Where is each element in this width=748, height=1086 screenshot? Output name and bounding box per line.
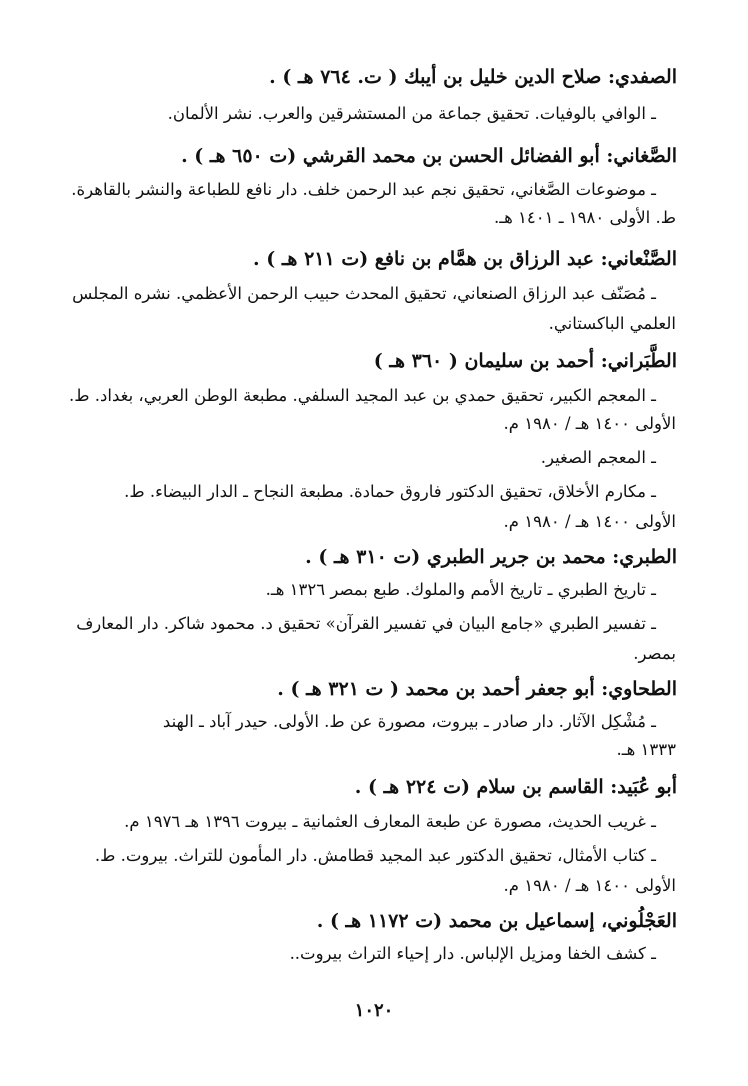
entry-line: ط. الأولى ١٩٨٠ ـ ١٤٠١ هـ. — [493, 208, 676, 227]
entry-heading: الطحاوي: أبو جعفر أحمد بن محمد ( ت ٣٢١ هـ ) . — [277, 678, 677, 700]
entry-line: الأولى ١٤٠٠ هـ / ١٩٨٠ م. — [503, 414, 676, 433]
entry-heading: العَجْلُوني، إسماعيل بن محمد (ت ١١٧٢ هـ ) . — [316, 910, 677, 932]
entry-line: ـ مكارم الأخلاق، تحقيق الدكتور فاروق حمادة. مطبعة النجاح ـ الدار البيضاء. ط. — [124, 482, 656, 501]
entry-line: العلمي الباكستاني. — [548, 314, 676, 333]
entry-line: ـ غريب الحديث، مصورة عن طبعة المعارف العثمانية ـ بيروت ١٣٩٦ هـ ١٩٧٦ م. — [124, 812, 656, 831]
entry-line: ـ موضوعات الصَّغاني، تحقيق نجم عبد الرحمن خلف. دار نافع للطباعة والنشر بالقاهرة. — [71, 180, 656, 199]
entry-line: ـ المعجم الصغير. — [540, 448, 656, 467]
entry-heading: أبو عُبَيد: القاسم بن سلام (ت ٢٢٤ هـ ) . — [354, 776, 677, 798]
entry-line: ـ كتاب الأمثال، تحقيق الدكتور عبد المجيد قطامش. دار المأمون للتراث. بيروت. ط. — [94, 846, 656, 865]
entry-line: ـ المعجم الكبير، تحقيق حمدي بن عبد المجيد السلفي. مطبعة الوطن العربي، بغداد. ط. — [69, 386, 656, 405]
entry-heading: الصَّنْعاني: عبد الرزاق بن همَّام بن نافع (ت ٢١١ هـ ) . — [253, 248, 677, 270]
entry-heading: الطَّبَراني: أحمد بن سليمان ( ٣٦٠ هـ ) — [373, 350, 677, 372]
entry-line: ـ تفسير الطبري «جامع البيان في تفسير القرآن» تحقيق د. محمود شاكر. دار المعارف — [76, 614, 656, 633]
entry-heading: الطبري: محمد بن جرير الطبري (ت ٣١٠ هـ ) . — [305, 546, 677, 568]
entry-line: الأولى ١٤٠٠ هـ / ١٩٨٠ م. — [503, 512, 676, 531]
entry-line: ـ الوافي بالوفيات. تحقيق جماعة من المستشرقين والعرب. نشر الألمان. — [167, 104, 656, 123]
entry-line: ١٣٣٣ هـ. — [616, 740, 676, 759]
entry-line: بمصر. — [633, 644, 676, 663]
entry-line: ـ مُشْكِل الآثار. دار صادر ـ بيروت، مصورة عن ط. الأولى. حيدر آباد ـ الهند — [162, 712, 656, 731]
entry-line: ـ كشف الخفا ومزيل الإلباس. دار إحياء التراث بيروت.. — [289, 944, 656, 963]
entry-line: ـ مُصَنّف عبد الرزاق الصنعاني، تحقيق المحدث حبيب الرحمن الأعظمي. نشره المجلس — [72, 284, 656, 303]
page-number: ١٠٢٠ — [354, 1000, 394, 1021]
entry-line: ـ تاريخ الطبري ـ تاريخ الأمم والملوك. طبع بمصر ١٣٢٦ هـ. — [265, 580, 656, 599]
entry-heading: الصَّغاني: أبو الفضائل الحسن بن محمد القرشي (ت ٦٥٠ هـ ) . — [181, 145, 677, 167]
entry-line: الأولى ١٤٠٠ هـ / ١٩٨٠ م. — [503, 876, 676, 895]
entry-heading: الصفدي: صلاح الدين خليل بن أيبك ( ت. ٧٦٤ هـ ) . — [269, 66, 677, 88]
